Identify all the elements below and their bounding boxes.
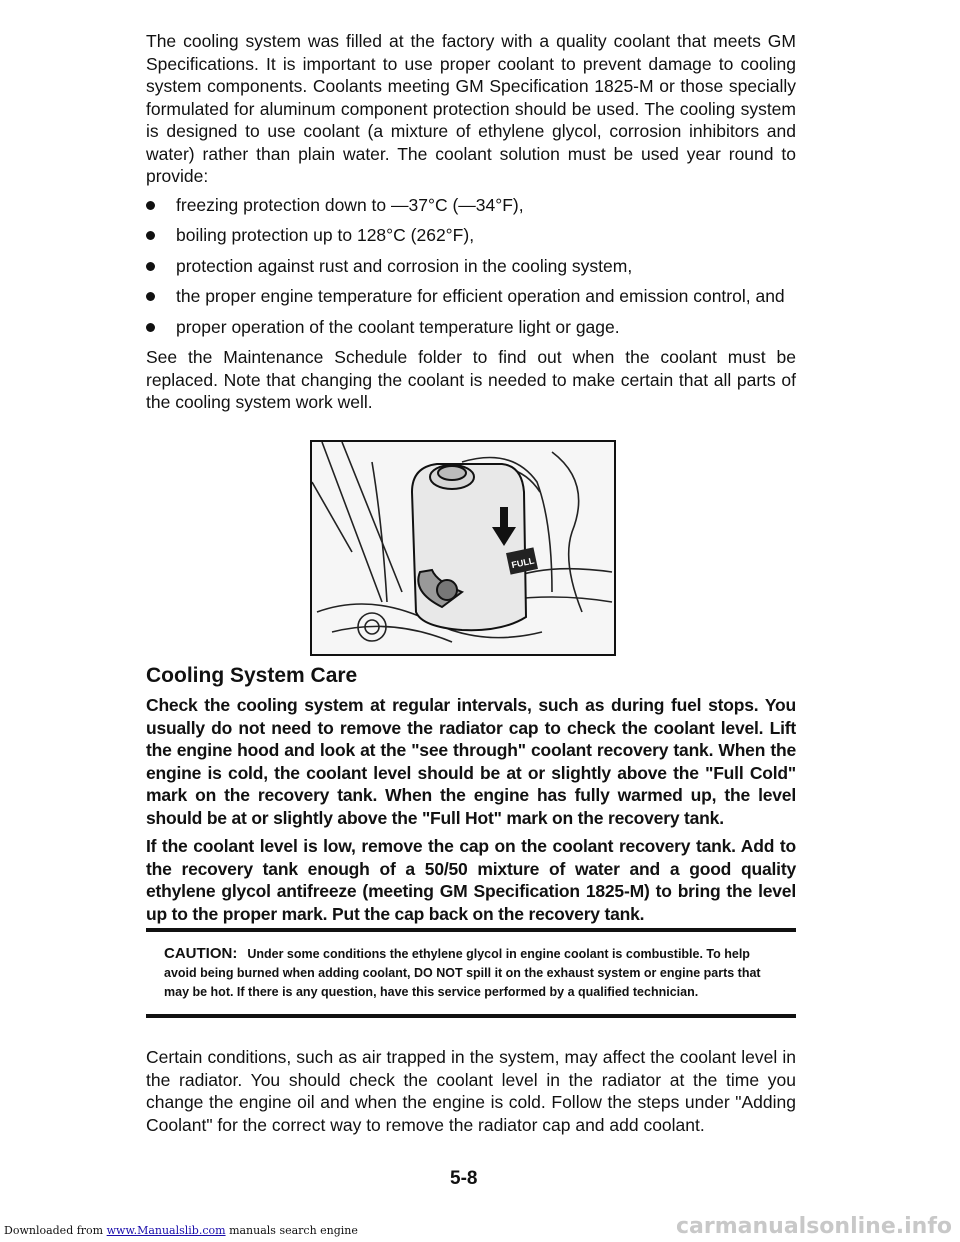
page-number: 5-8 [450,1168,478,1189]
bullet-icon [146,292,155,301]
coolant-benefits-list [146,194,796,339]
list-item: the proper engine temperature for efficient operation and emission control, and [146,285,796,308]
check-paragraph: Check the cooling system at regular intervals, such as during fuel stops. You usually do not need to remove the radiator cap to check the coolant level. Lift the engine hood and look at the "see through" coolant recovery tank. When the engine is cold, the coolant level should be at or slightly above the "Full Cold" mark on the recovery tank. When the engine has fully warmed up, the level should be at or slightly above the "Full Hot" mark on the recovery tank. [146,695,796,828]
intro-section [146,30,796,420]
caution-body: Under some conditions the ethylene glycol in engine coolant is combustible. To help avoid being burned when adding coolant, DO NOT spill it on the exhaust system or engine parts that may be hot. If there is any question, have this service performed by a qualified technician. [164,947,761,999]
maintenance-paragraph: See the Maintenance Schedule folder to find out when the coolant must be replaced. Note that changing the coolant is needed to make certain that all parts of the cooling system work well. [146,347,796,412]
low-level-paragraph: If the coolant level is low, remove the cap on the coolant recovery tank. Add to the recovery tank enough of a 50/50 mixture of water and a good quality ethylene glycol antifreeze (meeting GM Specification 1825-M) to bring the level up to the proper mark. Put the cap back on the recovery tank. [146,836,796,924]
download-suffix: manuals search engine [229,1224,358,1237]
manualslib-link[interactable]: www.Manualslib.com [106,1224,226,1237]
bullet-icon [146,323,155,332]
list-item: proper operation of the coolant temperature light or gage. [146,316,796,339]
bullet-icon [146,231,155,240]
download-prefix: Downloaded from [4,1224,104,1237]
after-section [146,1046,796,1142]
engine-bay-drawing [312,442,614,654]
coolant-tank-illustration [310,440,616,656]
bullet-icon [146,262,155,271]
caution-text [146,932,796,1014]
divider [146,1014,796,1018]
care-section [146,694,796,931]
caution-label: CAUTION: [164,945,238,962]
caution-box [146,928,796,1018]
full-mark-label: FULL [510,555,536,571]
list-item: freezing protection down to —37°C (—34°F), [146,194,796,217]
radiator-paragraph: Certain conditions, such as air trapped in the system, may affect the coolant level in the radiator. You should check the coolant level in the radiator at the time you change the engine oil and when the engine is cold. Follow the steps under "Adding Coolant" for the correct way to remove the radiator cap and add coolant. [146,1047,796,1135]
watermark: carmanualsonline.info [676,1214,952,1239]
intro-paragraph: The cooling system was filled at the factory with a quality coolant that meets GM Specifications. It is important to use proper coolant to prevent damage to cooling system components. Coolants meeting GM Specification 1825-M or those specially formulated for aluminum component protection should be used. The cooling system is designed to use coolant (a mixture of ethylene glycol, corrosion inhibitors and water) rather than plain water. The coolant solution must be used year round to provide: [146,31,796,186]
section-heading: Cooling System Care [146,664,358,687]
download-footer [4,1224,358,1237]
list-item: boiling protection up to 128°C (262°F), [146,224,796,247]
list-item: protection against rust and corrosion in the cooling system, [146,255,796,278]
bullet-icon [146,201,155,210]
